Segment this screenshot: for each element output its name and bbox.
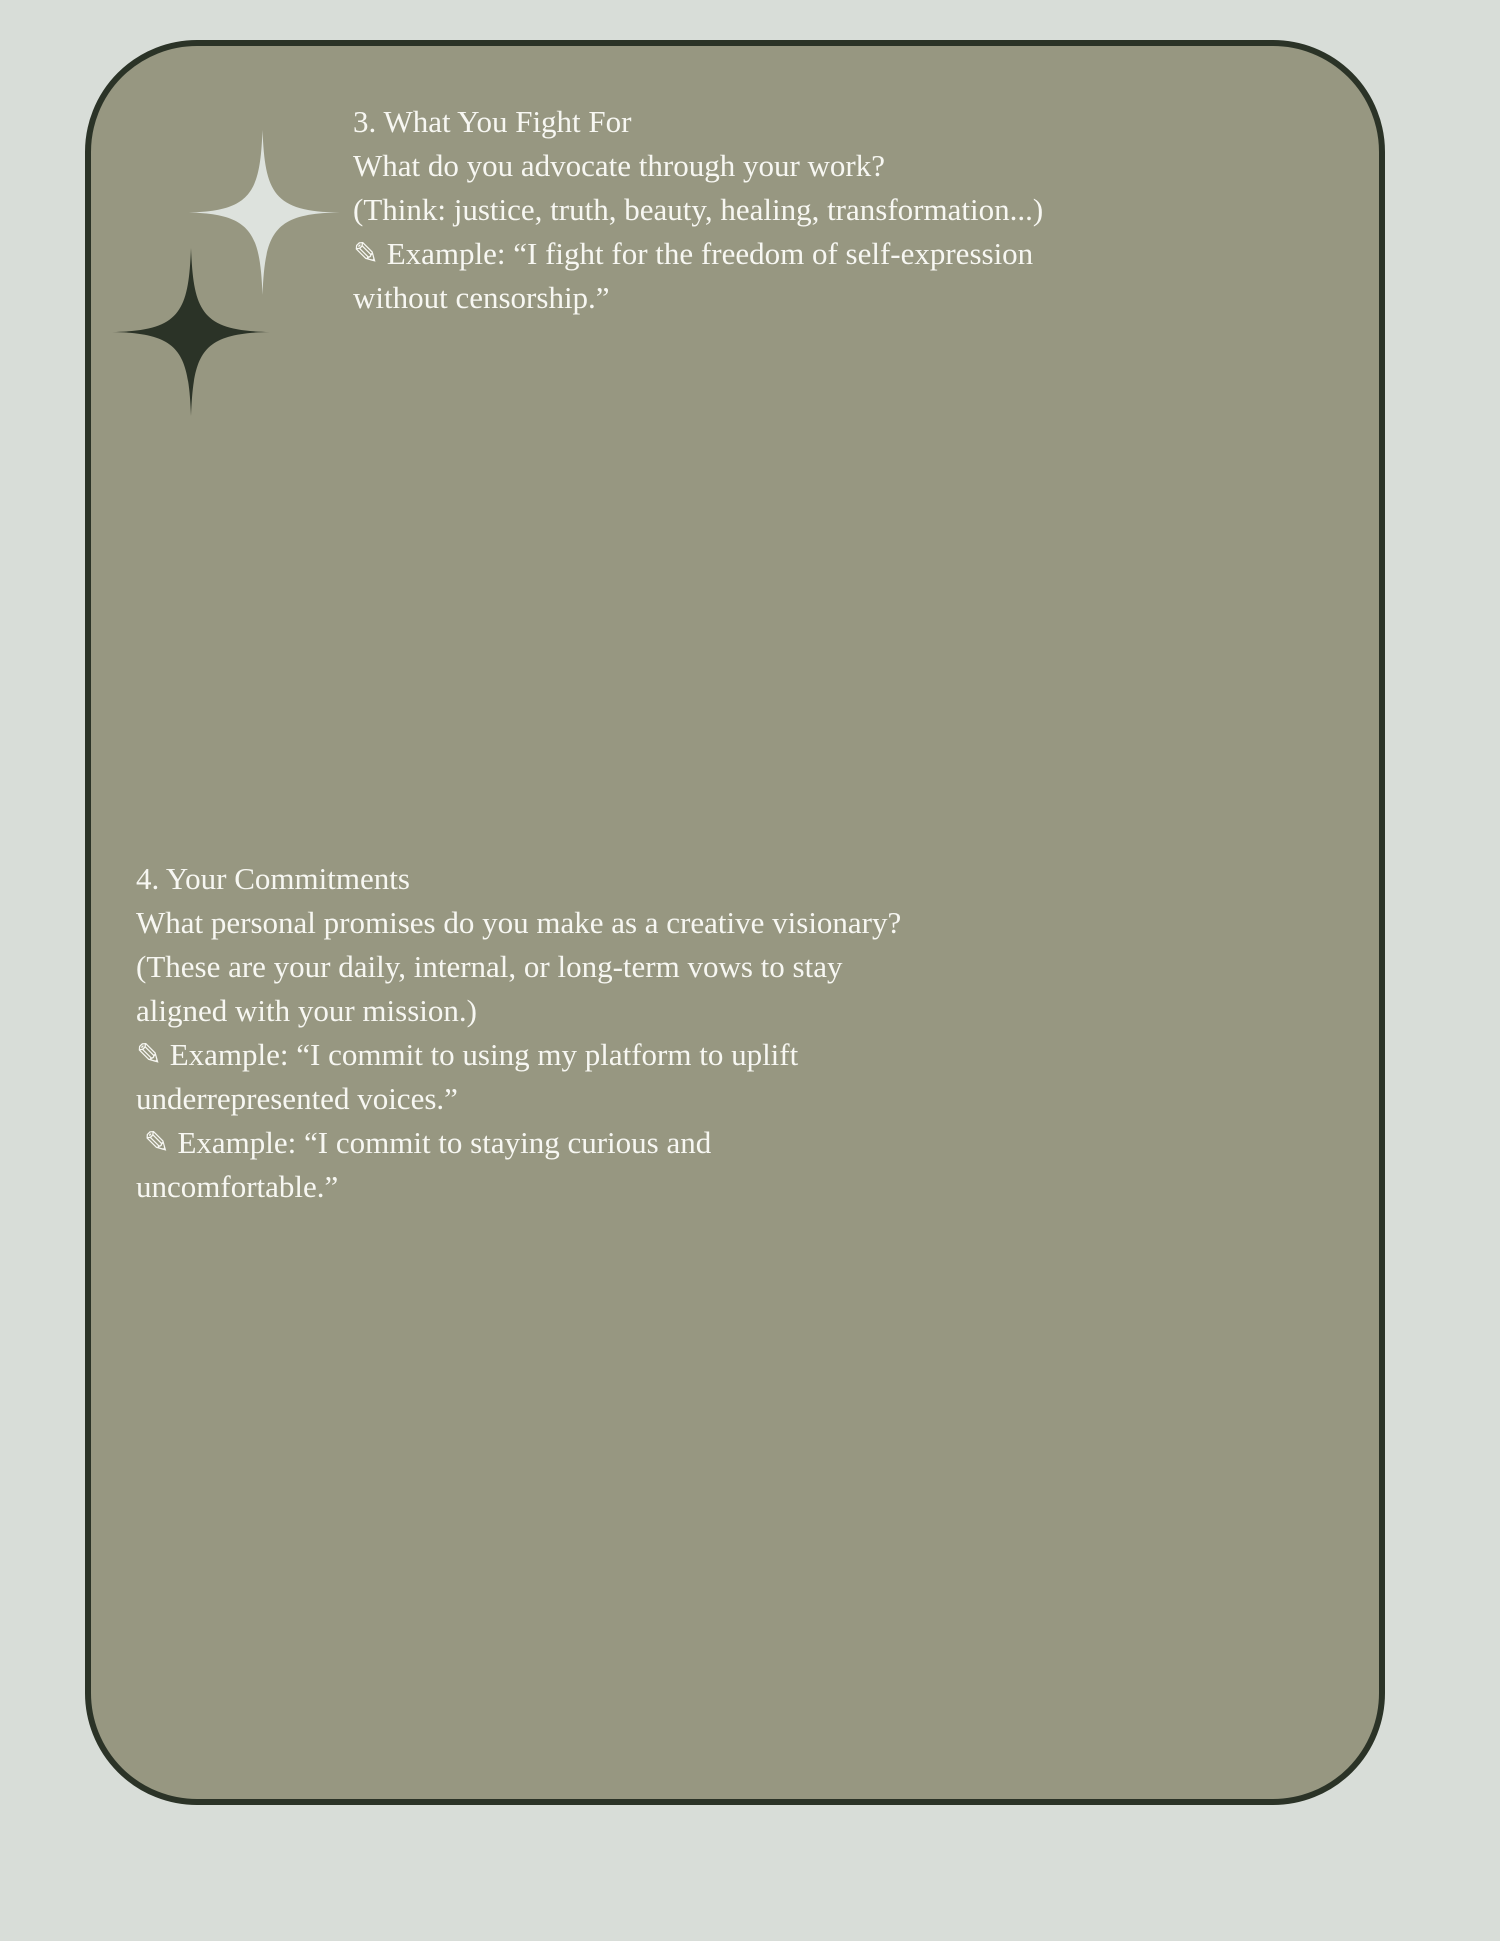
section3-example-line1: ✎ Example: “I fight for the freedom of self-expression [353,236,1034,271]
section-your-commitments [136,857,1016,1209]
section4-hint-line2: aligned with your mission.) [136,993,477,1028]
section4-question: What personal promises do you make as a creative visionary? [136,905,902,940]
section4-example1-line2: underrepresented voices.” [136,1081,458,1116]
section4-heading: 4. Your Commitments [136,861,410,896]
section4-example1-line1: ✎ Example: “I commit to using my platform to uplift [136,1037,799,1072]
section3-question: What do you advocate through your work? [353,148,886,183]
section-what-you-fight-for [353,100,1233,320]
section4-hint-line1: (These are your daily, internal, or long-term vows to stay [136,949,843,984]
section4-example2-line2: uncomfortable.” [136,1169,339,1204]
section3-hint: (Think: justice, truth, beauty, healing, transformation...) [353,192,1044,227]
section4-example2-line1: ✎ Example: “I commit to staying curious and [136,1125,712,1160]
section3-heading: 3. What You Fight For [353,104,632,139]
sparkle-dark-icon [112,248,270,416]
section3-example-line2: without censorship.” [353,280,610,315]
